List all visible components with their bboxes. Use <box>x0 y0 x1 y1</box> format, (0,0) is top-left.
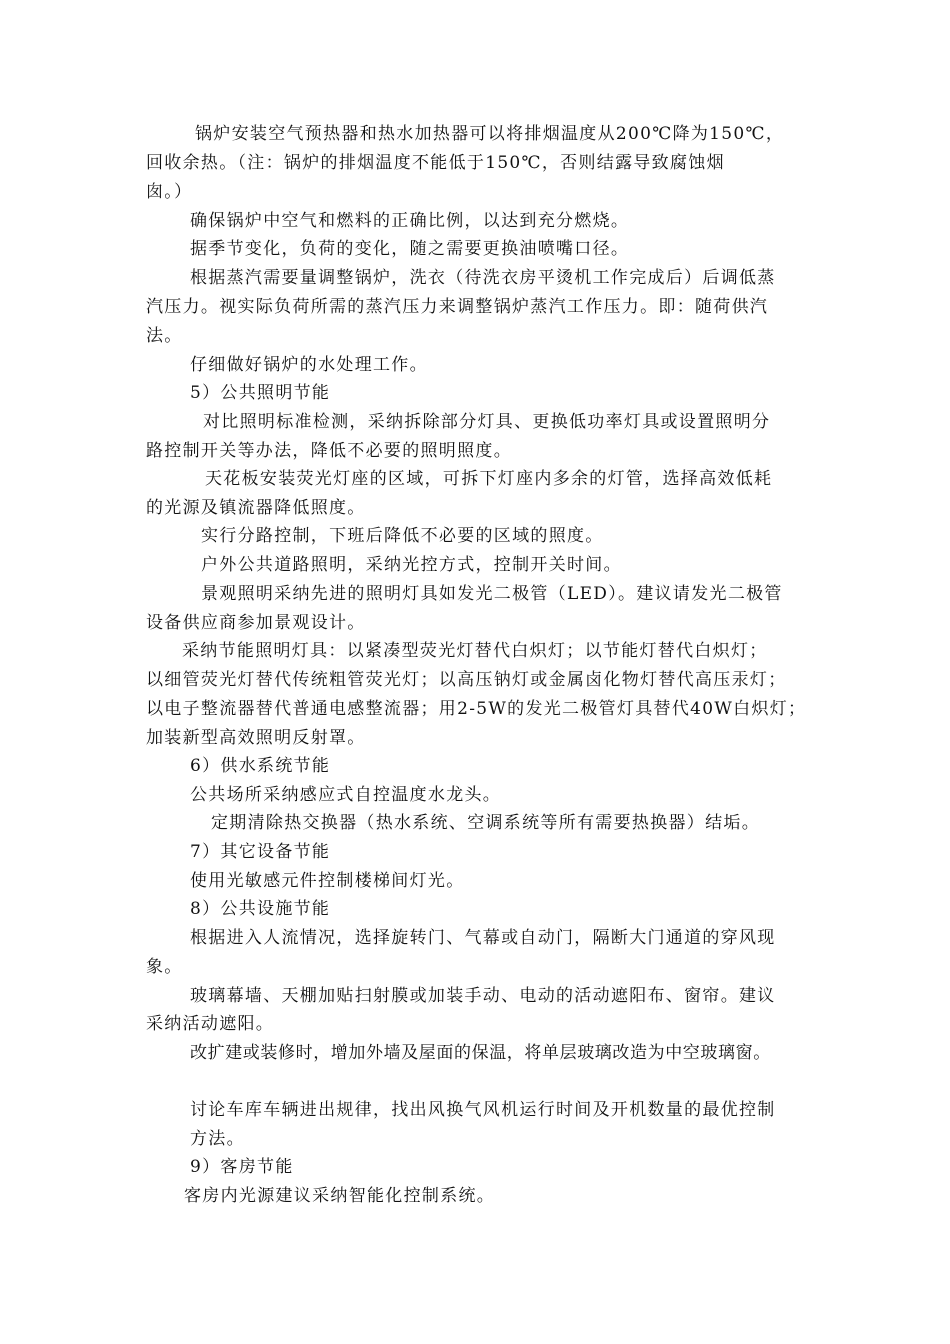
paragraph-line: 据季节变化，负荷的变化，随之需要更换油喷嘴口径。 <box>190 239 630 259</box>
section-heading: 6）供水系统节能 <box>190 756 331 776</box>
paragraph-line: 实行分路控制，下班后降低不必要的区域的照度。 <box>201 526 604 546</box>
paragraph-line: 天花板安装荧光灯座的区域，可拆下灯座内多余的灯管，选择高效低耗 <box>205 469 773 489</box>
paragraph-line: 户外公共道路照明，采纳光控方式，控制开关时间。 <box>201 555 622 575</box>
paragraph-line: 采纳节能照明灯具：以紧凑型荧光灯替代白炽灯；以节能灯替代白炽灯； <box>182 641 768 661</box>
paragraph-line: 方法。 <box>190 1129 245 1149</box>
paragraph-line: 根据进入人流情况，选择旋转门、气幕或自动门，隔断大门通道的穿风现 <box>190 928 776 948</box>
paragraph-line: 讨论车库车辆进出规律，找出风换气风机运行时间及开机数量的最优控制 <box>190 1100 776 1120</box>
paragraph-line: 象。 <box>146 957 183 977</box>
paragraph-line: 景观照明采纳先进的照明灯具如发光二极管（LED）。建议请发光二极管 <box>201 584 783 604</box>
paragraph-line: 汽压力。视实际负荷所需的蒸汽压力来调整锅炉蒸汽工作压力。即：随荷供汽 <box>146 297 769 317</box>
paragraph-line: 使用光敏感元件控制楼梯间灯光。 <box>190 871 465 891</box>
section-heading: 7）其它设备节能 <box>190 842 331 862</box>
paragraph-line: 对比照明标准检测，采纳拆除部分灯具、更换低功率灯具或设置照明分 <box>203 412 771 432</box>
paragraph-line: 定期清除热交换器（热水系统、空调系统等所有需要热换器）结垢。 <box>211 813 760 833</box>
section-heading: 5）公共照明节能 <box>190 383 331 403</box>
paragraph-line: 设备供应商参加景观设计。 <box>146 613 366 633</box>
paragraph-line: 法。 <box>146 326 183 346</box>
section-heading: 8）公共设施节能 <box>190 899 331 919</box>
paragraph-line: 路控制开关等办法，降低不必要的照明照度。 <box>146 441 512 461</box>
paragraph-line: 囱。） <box>146 182 193 202</box>
paragraph-line: 确保锅炉中空气和燃料的正确比例，以达到充分燃烧。 <box>190 211 630 231</box>
paragraph-line: 以细管荧光灯替代传统粗管荧光灯；以高压钠灯或金属卤化物灯替代高压汞灯； <box>146 670 787 690</box>
paragraph-line: 锅炉安装空气预热器和热水加热器可以将排烟温度从200℃降为150℃， <box>195 124 785 144</box>
paragraph-line: 根据蒸汽需要量调整锅炉，洗衣（待洗衣房平烫机工作完成后）后调低蒸 <box>190 268 776 288</box>
paragraph-line: 改扩建或装修时，增加外墙及屋面的保温，将单层玻璃改造为中空玻璃窗。 <box>190 1043 771 1063</box>
paragraph-line: 加装新型高效照明反射罩。 <box>146 728 366 748</box>
paragraph-line: 的光源及镇流器降低照度。 <box>146 498 366 518</box>
paragraph-line: 公共场所采纳感应式自控温度水龙头。 <box>190 785 502 805</box>
paragraph-line: 仔细做好锅炉的水处理工作。 <box>190 355 428 375</box>
section-heading: 9）客房节能 <box>190 1157 294 1177</box>
paragraph-line: 以电子整流器替代普通电感整流器；用2-5W的发光二极管灯具替代40W白炽灯； <box>146 699 807 719</box>
paragraph-line: 采纳活动遮阳。 <box>146 1014 275 1034</box>
paragraph-line: 玻璃幕墙、天棚加贴扫射膜或加装手动、电动的活动遮阳布、窗帘。建议 <box>190 986 776 1006</box>
paragraph-line: 回收余热。（注：锅炉的排烟温度不能低于150℃，否则结露导致腐蚀烟 <box>146 153 725 173</box>
paragraph-line: 客房内光源建议采纳智能化控制系统。 <box>184 1186 496 1206</box>
